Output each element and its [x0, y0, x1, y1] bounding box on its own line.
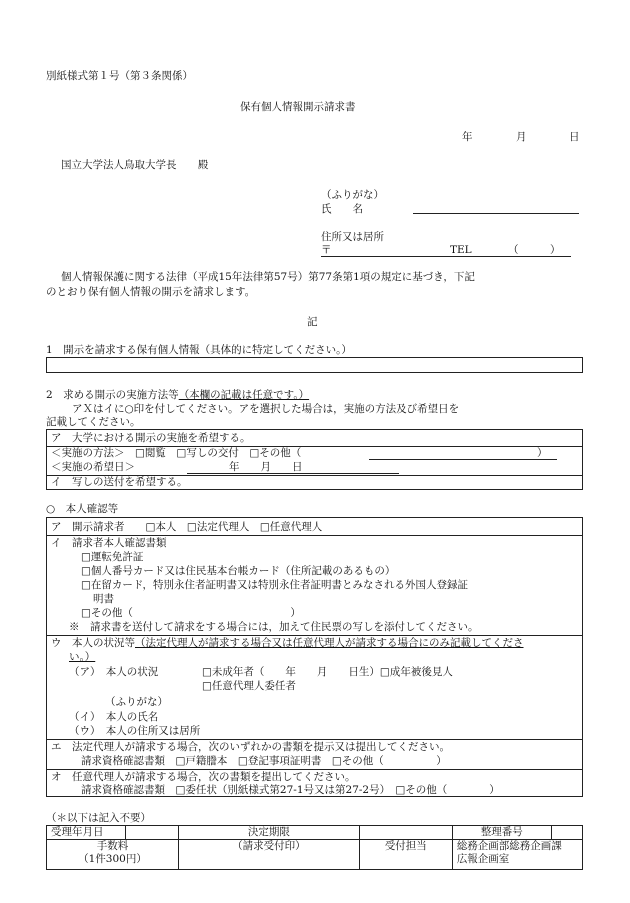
voluntary-agent-line: オ 任意代理人が請求する場合，次の書類を提出してください。	[51, 771, 356, 783]
admin-note: （＊以下は記入不要）	[46, 812, 151, 824]
postal-mark: 〒	[321, 244, 332, 256]
section2-heading-optional: （本欄の記載は任意です。）	[178, 389, 310, 401]
fee-cell	[47, 840, 179, 870]
person-status-title-end: い。）	[69, 651, 96, 663]
person-status-title	[51, 637, 524, 651]
date-wish-field[interactable]	[187, 473, 399, 474]
deadline-label: 決定期限	[179, 826, 360, 840]
id-doc-residence-card[interactable]: □在留カード，特別永住者証明書又は特別永住者証明書とみなされる外国人登録証	[81, 579, 468, 591]
method-label[interactable]: ＜実施の方法＞ □閲覧 □写しの交付 □その他（	[51, 447, 302, 459]
method-close: ）	[537, 447, 548, 459]
person-status-options[interactable]: □未成年者（ 年 月 日生）□成年被後見人	[202, 666, 453, 678]
section2-table	[46, 429, 583, 490]
admin-table	[46, 825, 583, 870]
tel-label: TEL	[450, 244, 472, 256]
handler-label: 受付担当	[359, 840, 452, 870]
section2-note-2: 記載してください。	[46, 416, 141, 428]
received-date-cell	[126, 826, 179, 840]
section2-heading-main: 2 求める開示の実施方法等	[46, 389, 179, 401]
fee-label: 手数料	[96, 840, 129, 852]
ki-label: 記	[307, 316, 318, 328]
number-cell	[551, 826, 582, 840]
requester-name-label: 氏 名	[321, 203, 363, 215]
date-wish-label: ＜実施の希望日＞	[51, 461, 135, 473]
intro-line-2: のとおり保有個人情報の開示を請求します。	[46, 286, 256, 298]
id-docs-title: イ 請求者本人確認書類	[51, 537, 167, 549]
option-b[interactable]: イ 写しの送付を希望する。	[51, 476, 188, 488]
date-day: 日	[569, 131, 580, 143]
id-doc-residence-card-cont: 明書	[93, 593, 114, 605]
option-a[interactable]: ア 大学における開示の実施を希望する。	[51, 432, 251, 444]
requester-furigana: （ふりがな）	[321, 189, 384, 201]
section1-input-box[interactable]	[46, 357, 583, 373]
department-line-1: 総務企画部総務企画課	[456, 840, 562, 852]
form-number: 別紙様式第１号（第３条関係）	[46, 70, 193, 82]
form-title: 保有個人情報開示請求書	[240, 101, 356, 113]
person-status-title-cond: （法定代理人が請求する場合又は任意代理人が請求する場合にのみ記載してくださ	[135, 637, 524, 649]
received-date-label: 受理年月日	[47, 826, 126, 840]
requester-name-field[interactable]	[413, 213, 579, 214]
requester-type-line[interactable]: ア 開示請求者 □本人 □法定代理人 □任意代理人	[51, 521, 323, 533]
identity-table	[46, 517, 583, 797]
section2-heading	[46, 389, 309, 403]
number-label: 整理番号	[452, 826, 551, 840]
voluntary-agent-docs[interactable]: 請求資格確認書類 □委任状（別紙様式第27-1号又は第27-2号） □その他（ ）	[81, 784, 500, 796]
addressee	[61, 159, 208, 173]
fee-amount: （1件300円）	[78, 853, 147, 865]
person-status-label: （ア） 本人の状況	[69, 666, 159, 678]
legal-agent-line: エ 法定代理人が請求する場合，次のいずれかの書類を提示又は提出してください。	[51, 741, 450, 753]
section1-heading: 1 開示を請求する保有個人情報（具体的に特定してください。）	[46, 344, 352, 356]
method-other-field[interactable]	[369, 459, 557, 460]
addressee-name: 国立大学法人鳥取大学長	[61, 159, 177, 171]
legal-agent-docs[interactable]: 請求資格確認書類 □戸籍謄本 □登記事項証明書 □その他（ ）	[81, 755, 447, 767]
department-line-2: 広報企画室	[456, 853, 510, 865]
requester-address-label: 住所又は居所	[321, 231, 384, 243]
tel-paren: （ ）	[508, 244, 561, 256]
person-status-title-main: ウ 本人の状況等	[51, 637, 135, 649]
addressee-honorific: 殿	[197, 159, 209, 171]
section3-heading: ○ 本人確認等	[46, 503, 119, 515]
stamp-label: （請求受付印）	[179, 840, 360, 870]
date-wish-ymd[interactable]: 年 月 日	[229, 461, 303, 473]
id-docs-note: ※ 請求書を送付して請求をする場合には，加えて住民票の写しを添付してください。	[69, 621, 479, 633]
id-doc-license[interactable]: □運転免許証	[81, 551, 144, 563]
intro-line-1: 個人情報保護に関する法律（平成15年法律第57号）第77条第1項の規定に基づき，下記	[61, 271, 475, 283]
date-month: 月	[516, 131, 527, 143]
requester-address-field[interactable]	[321, 256, 571, 257]
section2-note-1: アＸはイに○印を付してください。アを選択した場合は，実施の方法及び希望日を	[72, 403, 460, 415]
department-cell	[452, 840, 582, 870]
date-year: 年	[462, 131, 473, 143]
person-furigana: （ふりがな）	[105, 696, 168, 708]
person-name-label: （イ） 本人の氏名	[69, 711, 159, 723]
id-doc-other[interactable]: □その他（ ）	[81, 607, 301, 619]
person-address-label: （ウ） 本人の住所又は居所	[69, 725, 201, 737]
id-doc-mynumber[interactable]: □個人番号カード又は住民基本台帳カード（住所記載のあるもの）	[81, 565, 396, 577]
deadline-cell	[359, 826, 452, 840]
person-status-options-2[interactable]: □任意代理人委任者	[202, 680, 296, 692]
